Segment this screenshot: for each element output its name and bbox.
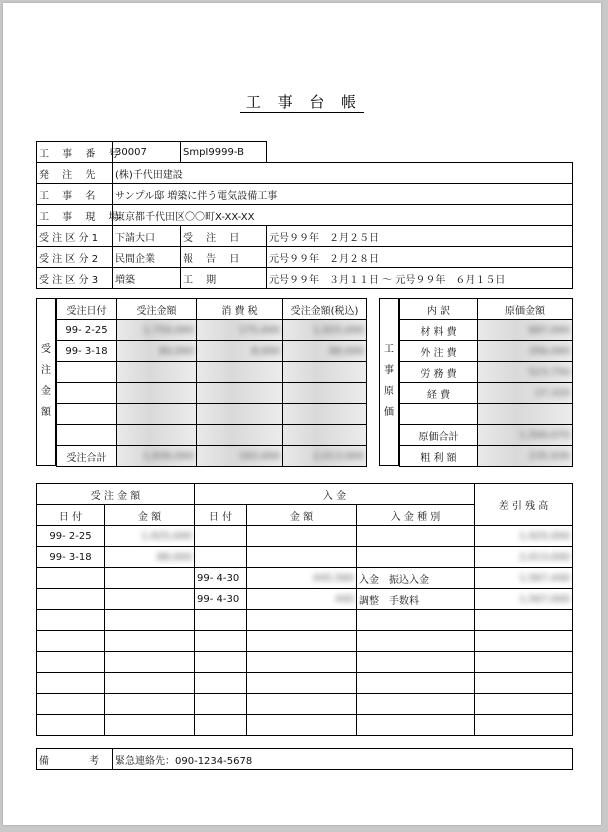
pay-order-date: 99- 2-25 (37, 526, 105, 547)
order-sum-amount: 1,830,000 (143, 450, 194, 462)
payments-empty-row (37, 715, 573, 736)
cost-item-label: 材 料 費 (400, 320, 478, 341)
order-class2-value: 民間企業 (113, 247, 181, 268)
cost-empty-row (400, 404, 573, 425)
page-title: 工 事 台 帳 (3, 91, 601, 112)
pay-kind: 入金 (359, 574, 380, 586)
pay-order-date: 99- 3-18 (37, 547, 105, 568)
pay-date: 99- 4-30 (195, 589, 247, 610)
client-row (37, 163, 573, 184)
pay-date (195, 526, 247, 547)
profit-value: 235,930 (528, 450, 570, 462)
order-amount: 80,000 (159, 345, 194, 357)
payments-empty-row (37, 694, 573, 715)
pay-order-amount: 1,925,000 (141, 530, 193, 542)
profit-row (400, 446, 573, 467)
payments-empty-row (37, 652, 573, 673)
project-name-label: 工 事 名 (37, 184, 113, 205)
side-label-char: 原 (384, 386, 394, 397)
pay-balance: 1,925,000 (519, 530, 571, 542)
payments-table (36, 483, 573, 736)
pay-order-amount: 88,000 (157, 551, 193, 563)
project-number-label: 工 事 番 号 (37, 142, 113, 163)
side-label-char: 工 (384, 344, 394, 355)
payments-empty-row (37, 631, 573, 652)
site-row (37, 205, 573, 226)
order-total-row (57, 446, 367, 467)
remarks-value: 緊急連絡先：090-1234-5678 (113, 749, 573, 770)
period-label: 工 期 (181, 268, 267, 289)
order-date: 99- 3-18 (57, 341, 117, 362)
payment-date-subheader: 日 付 (195, 505, 247, 526)
ledger-sheet (3, 3, 601, 825)
client-label: 発 注 先 (37, 163, 113, 184)
cost-item-row (400, 362, 573, 383)
order-class2-row (37, 247, 573, 268)
order-header-row (57, 299, 367, 320)
report-date-label: 報 告 日 (181, 247, 267, 268)
cost-total-value: 1,594,070 (519, 429, 570, 441)
order-class1-value: 下請大口 (113, 226, 181, 247)
order-amount-header: 受注金額 (117, 299, 197, 320)
order-amount: 1,750,000 (143, 324, 194, 336)
order-tax: 175,000 (238, 324, 280, 336)
order-date-value: 元号９９年 ２月２５日 (267, 226, 573, 247)
side-label-char: 注 (41, 365, 51, 376)
cost-item-value: 356,000 (528, 345, 570, 357)
project-number-row (37, 142, 573, 163)
cost-breakdown-header: 内 訳 (400, 299, 478, 320)
cost-item-label: 労 務 費 (400, 362, 478, 383)
order-tax-header: 消 費 税 (197, 299, 283, 320)
pay-amount: 445,560 (312, 572, 355, 584)
cost-item-value: 523,750 (528, 366, 570, 378)
pay-order-date (37, 568, 105, 589)
cost-item-row (400, 320, 573, 341)
side-label-char: 額 (41, 407, 51, 418)
cost-item-value: 27,320 (535, 387, 570, 399)
project-code-value: SmpI9999-B (181, 142, 267, 163)
order-class3-value: 増築 (113, 268, 181, 289)
cost-side-label (379, 298, 399, 466)
side-label-char: 価 (384, 407, 394, 418)
order-empty-row (57, 383, 367, 404)
header-table (36, 141, 573, 289)
period-value: 元号９９年 ３月１１日 ～ 元号９９年 ６月１５日 (267, 268, 573, 289)
order-empty-row (57, 425, 367, 446)
pay-amount: 440 (334, 593, 355, 605)
order-total-header: 受注金額(税込) (283, 299, 367, 320)
profit-label: 粗 利 額 (400, 446, 478, 467)
payment-group-header: 入 金 (195, 484, 475, 505)
payments-row (37, 568, 573, 589)
order-class1-row (37, 226, 573, 247)
project-number-value: 30007 (113, 142, 181, 163)
order-date: 99- 2-25 (57, 320, 117, 341)
order-class3-label: 受 注 区 分 3 (37, 268, 113, 289)
order-class1-label: 受 注 区 分 1 (37, 226, 113, 247)
order-class3-row (37, 268, 573, 289)
order-empty-row (57, 362, 367, 383)
client-value: (株)千代田建設 (113, 163, 573, 184)
pay-kind: 調整 (359, 595, 380, 607)
order-sum-total: 2,013,000 (313, 450, 364, 462)
order-row (57, 320, 367, 341)
payments-group-row (37, 484, 573, 505)
order-empty-row (57, 404, 367, 425)
pay-balance: 2,013,000 (519, 551, 571, 563)
project-name-row (37, 184, 573, 205)
remarks-table (36, 748, 573, 770)
cost-table (399, 298, 573, 467)
payments-row (37, 526, 573, 547)
cost-item-label: 経 費 (400, 383, 478, 404)
pay-date (195, 547, 247, 568)
cost-header-row (400, 299, 573, 320)
report-date-value: 元号９９年 ２月２８日 (267, 247, 573, 268)
payments-row (37, 547, 573, 568)
pay-kind-detail: 手数料 (389, 595, 420, 607)
payments-row (37, 589, 573, 610)
order-date-label: 受 注 日 (181, 226, 267, 247)
remarks-label: 備 考 (37, 749, 113, 770)
pay-balance: 1,567,000 (519, 593, 571, 605)
order-total: 1,925,000 (313, 324, 364, 336)
order-total: 88,000 (329, 345, 364, 357)
cost-amount-header: 原価金額 (478, 299, 573, 320)
side-label-char: 金 (41, 386, 51, 397)
payment-amount-subheader: 金 額 (247, 505, 357, 526)
cost-total-row (400, 425, 573, 446)
order-date-header: 受注日付 (57, 299, 117, 320)
order-table (56, 298, 367, 467)
order-amount-subheader: 金 額 (105, 505, 195, 526)
order-class2-label: 受 注 区 分 2 (37, 247, 113, 268)
order-tax: 8,000 (251, 345, 280, 357)
order-total-label: 受注合計 (57, 446, 117, 467)
cost-total-label: 原価合計 (400, 425, 478, 446)
pay-balance: 1,567,440 (519, 572, 571, 584)
side-label-char: 受 (41, 344, 51, 355)
pay-date: 99- 4-30 (195, 568, 247, 589)
pay-kind-detail: 振込入金 (389, 574, 430, 586)
remarks-row (37, 749, 573, 770)
payments-empty-row (37, 610, 573, 631)
site-value: 東京都千代田区〇〇町X-XX-XX (113, 205, 573, 226)
balance-header: 差 引 残 高 (475, 484, 573, 526)
order-group-header: 受 注 金 額 (37, 484, 195, 505)
order-side-label (36, 298, 56, 466)
order-sum-tax: 183,000 (238, 450, 280, 462)
payments-empty-row (37, 673, 573, 694)
pay-order-date (37, 589, 105, 610)
cost-item-row (400, 341, 573, 362)
cost-item-row (400, 383, 573, 404)
payment-kind-subheader: 入 金 種 別 (357, 505, 475, 526)
order-date-subheader: 日 付 (37, 505, 105, 526)
side-label-char: 事 (384, 365, 394, 376)
project-name-value: サンプル邸 増築に伴う電気設備工事 (113, 184, 573, 205)
order-row (57, 341, 367, 362)
cost-item-label: 外 注 費 (400, 341, 478, 362)
site-label: 工 事 現 場 (37, 205, 113, 226)
cost-item-value: 687,000 (528, 324, 570, 336)
